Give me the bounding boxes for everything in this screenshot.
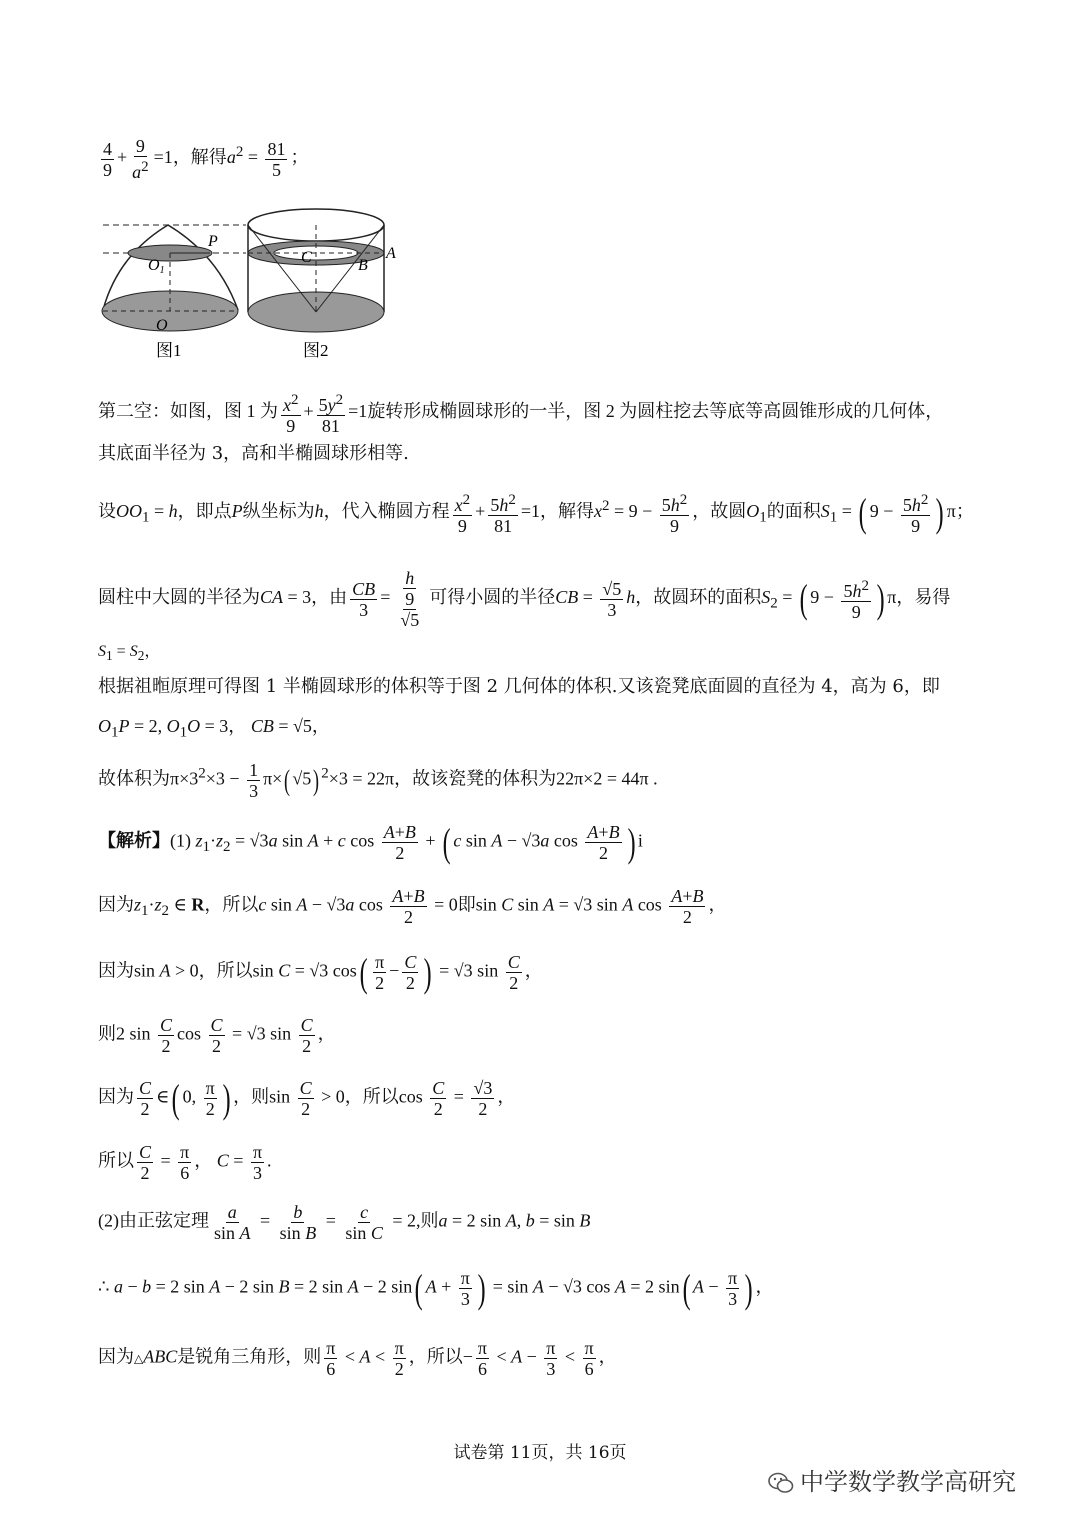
text-segment: 设 bbox=[98, 501, 116, 522]
text-segment: ，所以 bbox=[198, 960, 253, 981]
equation-line-analysis-3: 因为sin A > 0，所以sin C = √3 cos( $\frac{\pi}{2}$ − $\frac{C}{2}$ ) = √3 sin $\frac{C}{2}$ ， bbox=[98, 949, 543, 995]
point-label-P: P bbox=[208, 233, 218, 250]
text-segment: 即 bbox=[457, 894, 476, 915]
equation-line-part2-2: ∴ a − b = 2 sin A − 2 sin B = 2 sin A − 2 sin( A + $\frac{\pi}{3}$ ) = sin A − √3 cos A = 2 sin( A − $\frac{\pi}{3}$ ) ， bbox=[98, 1265, 774, 1311]
equation-line-analysis-6: 所以 $\frac{C}{2}$ = $\frac{\pi}{6}$ ， C = $\frac{\pi}{3}$ . bbox=[98, 1142, 272, 1183]
text-segment: ，易得 bbox=[896, 587, 951, 608]
text-segment: 所以 bbox=[98, 1150, 134, 1171]
wechat-icon bbox=[768, 1471, 794, 1495]
text-segment: 圆柱中大圆的半径为 bbox=[98, 587, 260, 608]
text-line-zugeng: 根据祖暅原理可得图 1 半椭圆球形的体积等于图 2 几何体的体积.又该瓷凳底面圆的直径为 4，高为 6，即 bbox=[98, 676, 940, 697]
text-segment: ，故圆环的面积 bbox=[635, 587, 762, 608]
text-segment: 因为 bbox=[98, 1346, 134, 1367]
page-footer: 试卷第 11页，共 16页 bbox=[453, 1443, 627, 1463]
text-segment: 第二空：如图，图 1 为 bbox=[98, 401, 278, 422]
fig2-label: 图2 bbox=[303, 341, 329, 360]
text-segment: 是锐角三角形，则 bbox=[177, 1346, 322, 1367]
point-label-O: O bbox=[156, 317, 168, 334]
analysis-heading: 【解析】 bbox=[98, 830, 170, 851]
equation-s1-s2: $S_1 = S_2$， bbox=[98, 643, 161, 664]
equation-line-analysis-2: 因为$z_1\cdot z_2$ ∈ R，所以c sin A − √3a cos $\frac{A+B}{2}$ = 0即sin C sin A = √3 sin A cos $\frac{A+B}{2}$ ， bbox=[98, 886, 727, 927]
geometry-figure bbox=[98, 200, 408, 369]
fig1-label: 图1 bbox=[156, 341, 182, 360]
equation-line-part2: (2)由正弦定理 $\frac{a}{\text{sin A}}$ = $\frac{b}{\text{sin B}}$ = $\frac{c}{\text{sin C}}$ = 2,则a = 2 sin A, b = sin B bbox=[98, 1202, 591, 1243]
text-segment: ，由 bbox=[311, 587, 348, 608]
text-segment: ，则 bbox=[233, 1086, 270, 1107]
point-label-A: A bbox=[386, 245, 396, 262]
text-segment: ，即点 bbox=[177, 501, 232, 522]
text-segment: ，代入椭圆方程 bbox=[323, 501, 450, 522]
text-segment: 因为 bbox=[98, 1086, 134, 1107]
watermark bbox=[768, 1462, 1016, 1497]
equation-line-set: 设$OO_1 = h$，即点P纵坐标为h，代入椭圆方程 $\frac{x^2}{9}$ + $\frac{5h^2}{81}$ =1，解得$x^2 = 9$ − $\frac{5h^2}{9}$ ，故圆$O_1$的面积$S_1$ = ( 9 − $\frac{5h^2}{9}$ ) π； bbox=[98, 490, 974, 536]
text-segment: 因为 bbox=[98, 894, 134, 915]
text-segment: 的面积 bbox=[766, 501, 821, 522]
text-segment: 故体积为 bbox=[98, 768, 170, 789]
text-segment: 则 bbox=[98, 1023, 116, 1044]
equation-line-analysis-5: 因为 $\frac{C}{2}$ ∈( 0, $\frac{\pi}{2}$ ) ，则sin $\frac{C}{2}$ > 0，所以cos $\frac{C}{2}$ = $\frac{√3}{2}$ ， bbox=[98, 1075, 516, 1121]
figure-svg bbox=[98, 200, 408, 365]
text-segment: 可得小圆的半径 bbox=[429, 587, 556, 608]
equation-line-lengths: $O_1P = 2$, $O_1O = 3$， CB = √5， bbox=[98, 716, 330, 741]
text-segment: (2)由正弦定理 bbox=[98, 1210, 209, 1231]
text-segment: ，故该瓷凳的体积为 bbox=[394, 768, 557, 789]
equation-line-1: $\frac{4}{9}$ + $\frac{9}{a^2}$ =1，解得$a^2$ = $\frac{81}{5}$ ； bbox=[103, 136, 309, 182]
text-segment: ，所以 bbox=[408, 1346, 463, 1367]
point-label-C: C bbox=[301, 249, 312, 266]
text-segment: 旋转形成椭圆球形的一半，图 2 为圆柱挖去等底等高圆锥形成的几何体， bbox=[367, 401, 944, 422]
text-segment: 则 bbox=[420, 1210, 439, 1231]
text-segment: 纵坐标为 bbox=[242, 501, 315, 522]
text-segment: ，故圆 bbox=[692, 501, 747, 522]
watermark-text: 中学数学教学高研究 bbox=[800, 1468, 1016, 1496]
paragraph-second-blank: 第二空：如图，图 1 为 $\frac{x^2}{9}$ + $\frac{5y^2}{81}$ =1旋转形成椭圆球形的一半，图 2 为圆柱挖去等底等高圆锥形成的几何体， bbox=[98, 392, 944, 436]
text-segment: ，所以 bbox=[204, 894, 259, 915]
text-segment: ，解得 bbox=[539, 501, 594, 522]
equation-line-cylinder: 圆柱中大圆的半径为CA = 3，由 $\frac{CB}{3}$ = $\frac{h}{\frac{9}{√5}}$ 可得小圆的半径CB = $\frac{√5}{3}$ h，故圆环的面积$S_2$ = ( 9 − $\frac{5h^2}{9}$ ) π，易得 bbox=[98, 568, 951, 630]
text-line-base: 其底面半径为 3，高和半椭圆球形相等. bbox=[98, 443, 409, 464]
text-segment: ，所以 bbox=[344, 1086, 399, 1107]
equation-line-volume: 故体积为$\pi\times 3^2\times 3$ − $\frac{1}{3}$ π×( √5) $^2$×3 = 22π，故该瓷凳的体积为22π×2 = 44π . bbox=[98, 760, 658, 801]
point-label-O1: O1 bbox=[148, 257, 165, 276]
equation-line-analysis-1: 【解析】(1) $z_1\cdot z_2 = √3a$ sin A + c cos $\frac{A+B}{2}$ + ( c sin A − √3a cos $\frac{A+B}{2}$ ) i bbox=[98, 819, 643, 865]
point-label-B: B bbox=[358, 257, 368, 274]
text-segment: ，解得 bbox=[172, 147, 227, 168]
text-segment: 因为 bbox=[98, 960, 134, 981]
equation-line-part2-3: 因为△ABC是锐角三角形，则 $\frac{\pi}{6}$ < A < $\frac{\pi}{2}$ ，所以− $\frac{\pi}{6}$ < A − $\frac{\pi}{3}$ < $\frac{\pi}{6}$ ， bbox=[98, 1338, 617, 1379]
equation-line-analysis-4: 则2 sin $\frac{C}{2}$ cos $\frac{C}{2}$ = √3 sin $\frac{C}{2}$ ， bbox=[98, 1015, 336, 1056]
